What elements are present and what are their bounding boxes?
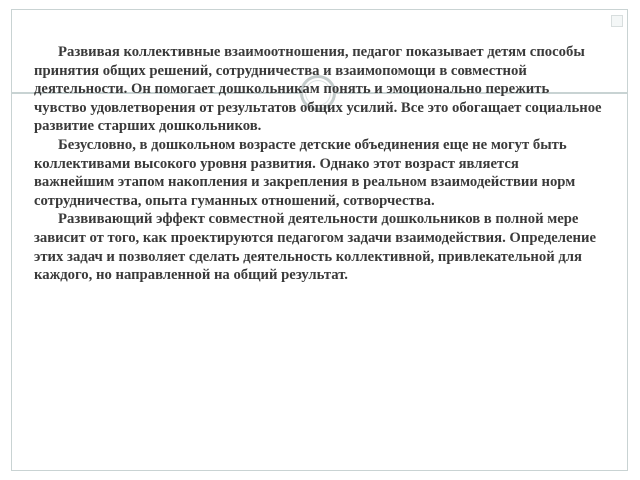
- paragraph-3: Развивающий эффект совместной деятельности дошкольников в полной мере зависит от того, как проектируются педагогом задачи взаимодействия. Определение этих задач и позволяет сделать деятельность коллективной, привлекательной для каждого, но направленной на общий результат.: [34, 211, 596, 284]
- paragraph-1: Развивая коллективные взаимоотношения, педагог показывает детям способы принятия общих решений, сотрудничества и взаимопомощи в совместной деятельности. Он помогает дошкольникам понять и эмоционально пережить чувство удовлетворения от результатов общих усилий. Все это обогащает социальное развитие старших дошкольников.: [34, 44, 602, 135]
- corner-square-icon: [611, 15, 623, 27]
- paragraph-2: Безусловно, в дошкольном возрасте детские объединения еще не могут быть коллективами высокого уровня развития. Однако этот возраст является важнейшим этапом накопления и закрепления в реальном взаимодействии норм сотрудничества, опыта гуманных отношений, сотворчества.: [34, 136, 576, 209]
- text-body: [34, 43, 602, 285]
